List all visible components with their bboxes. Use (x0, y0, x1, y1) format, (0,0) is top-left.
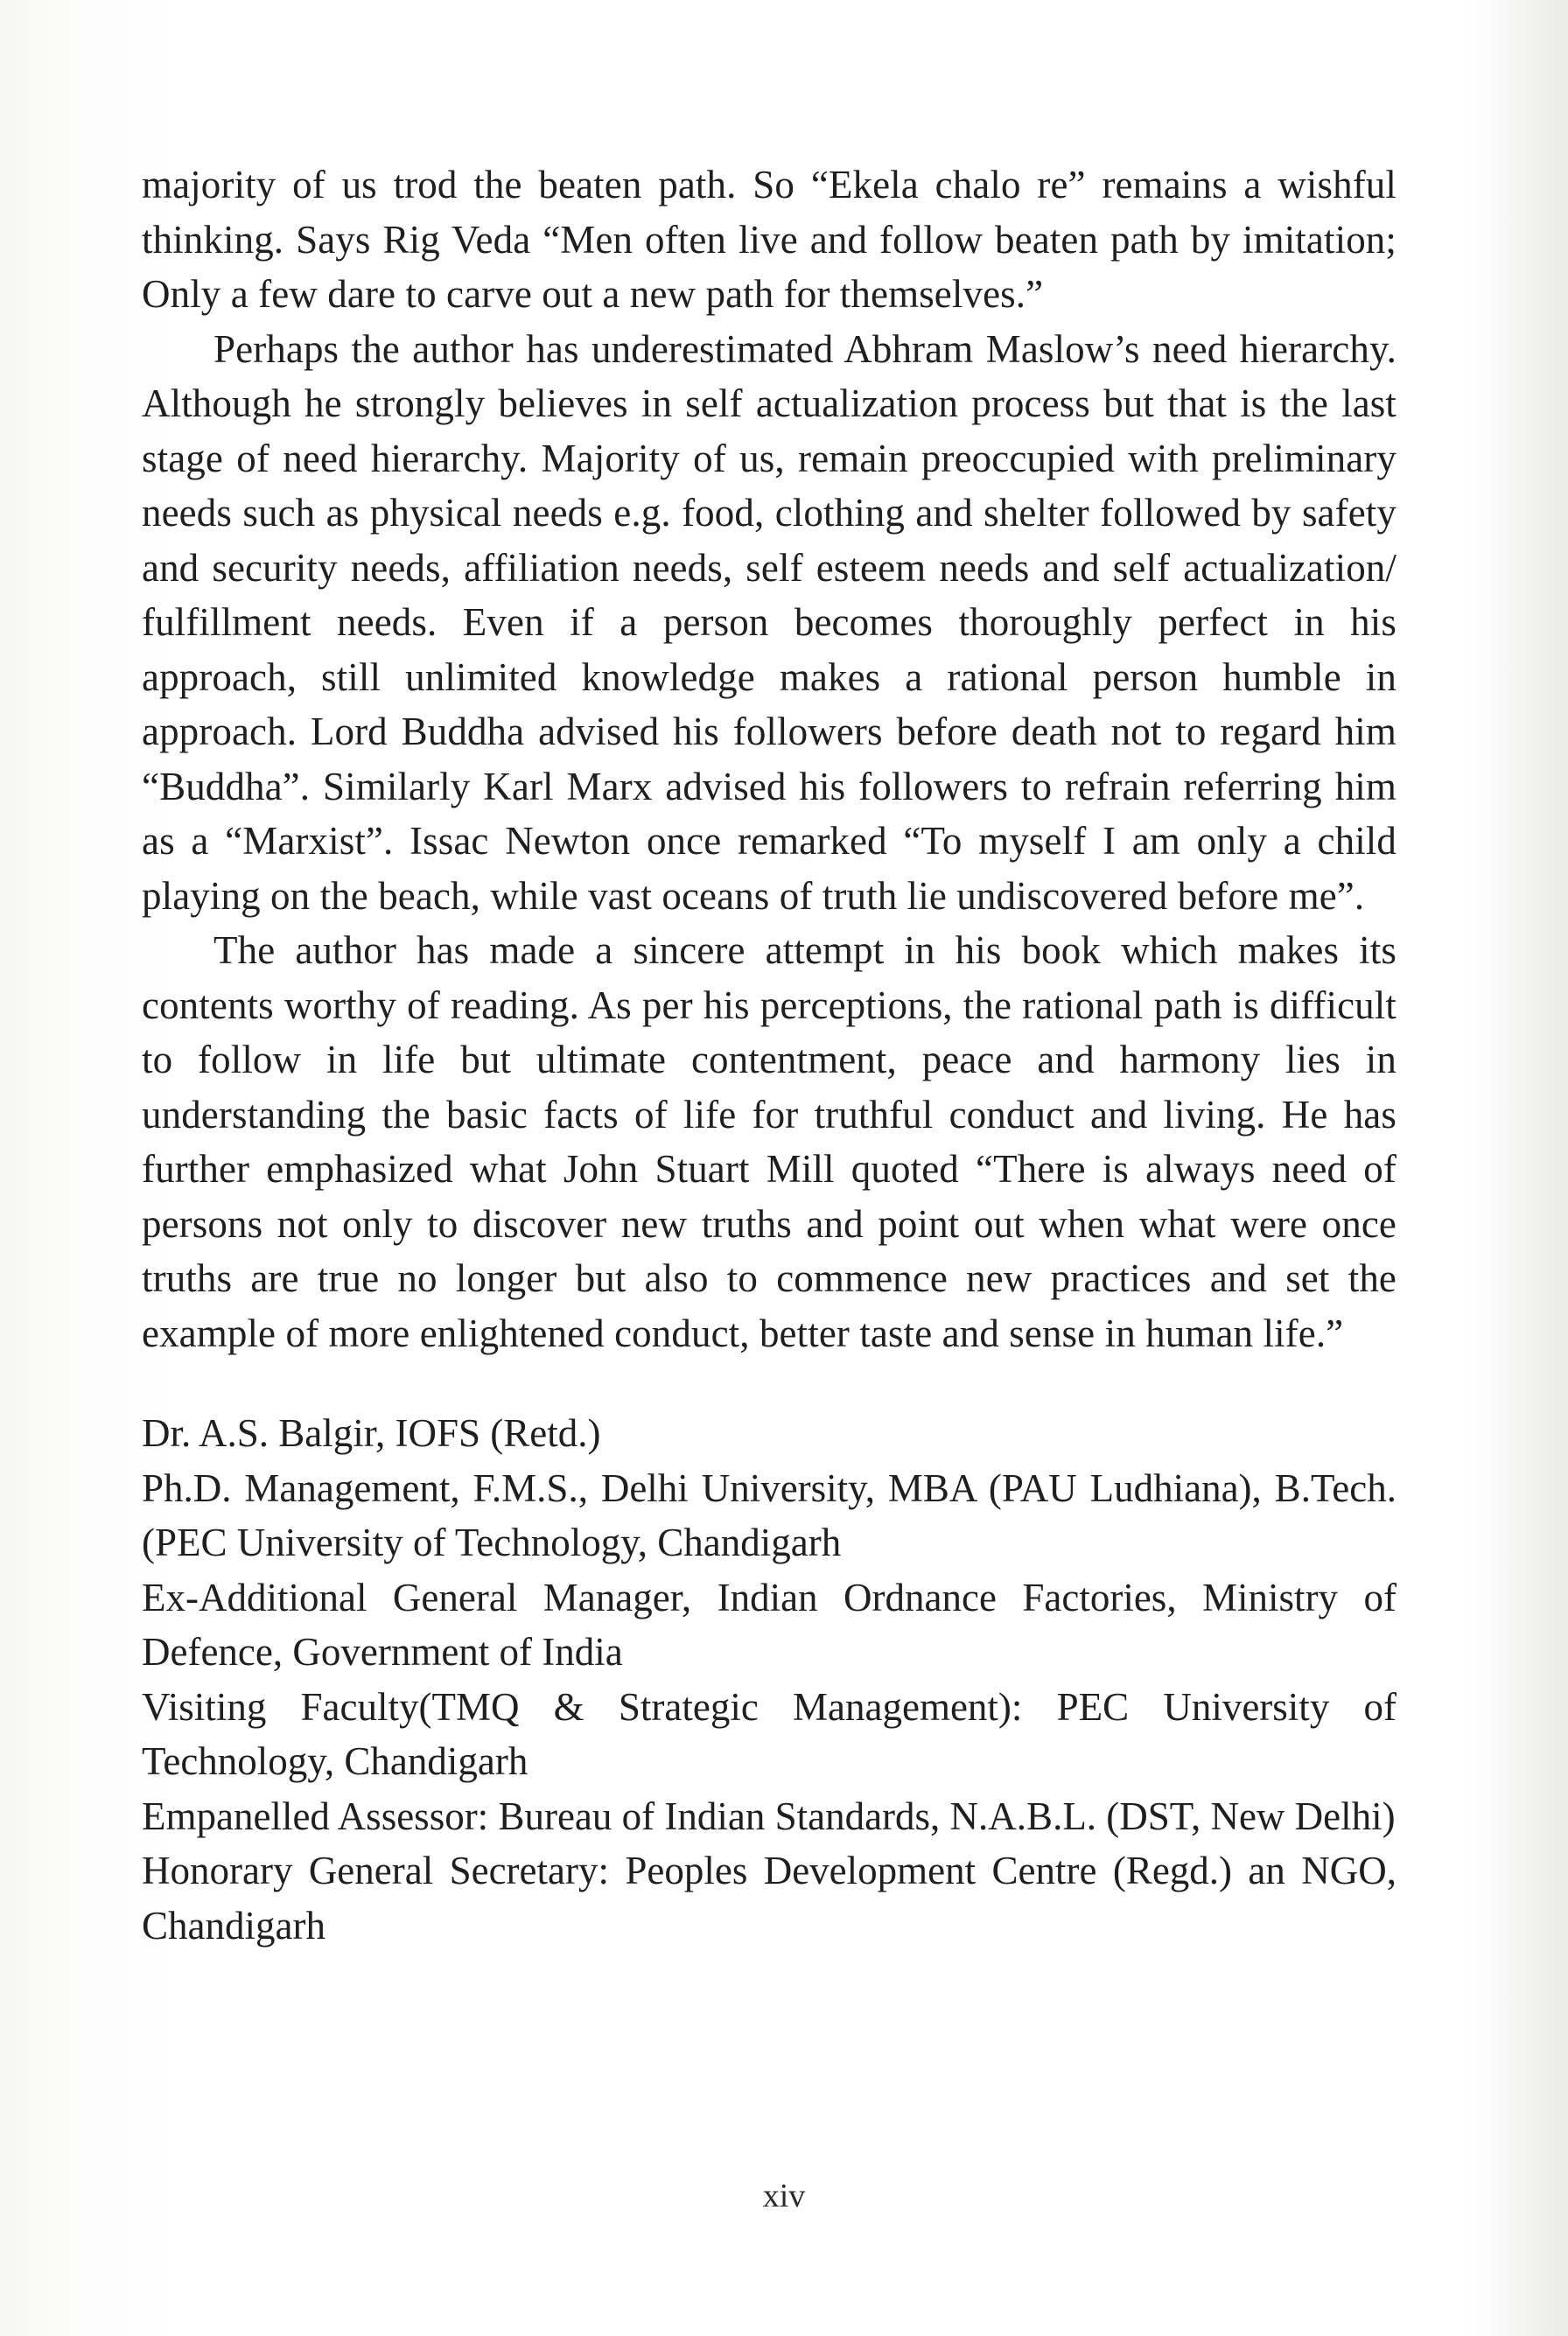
signature-visiting-faculty: Visiting Faculty(TMQ & Strategic Management): PEC University of Technology, Chandigarh (142, 1684, 1396, 1783)
signature-education: Ph.D. Management, F.M.S., Delhi University, MBA (PAU Ludhiana), B.Tech. (PEC University of Technology, Chandigarh (142, 1465, 1396, 1564)
signature-name: Dr. A.S. Balgir, IOFS (Retd.) (142, 1411, 601, 1455)
paragraph: Perhaps the author has underestimated Abhram Maslow’s need hierarchy. Although he strongly believes in self actualization process but that is the last stage of need hierarchy. Majority of us, remain preoccupied with preliminary needs such as physical needs e.g. food, clothing and shelter followed by safety and security needs, affiliation needs, self esteem needs and self actualization/ fulfillment needs. Even if a person becomes thoroughly perfect in his approach, still unlimited knowledge makes a rational person humble in approach. Lord Buddha advised his followers before death not to regard him “Buddha”. Similarly Karl Marx advised his followers to refrain referring him as a “Marxist”. Issac Newton once remarked “To myself I am only a child playing on the beach, while vast oceans of truth lie undiscovered before me”. (142, 326, 1396, 918)
signature-former-role: Ex-Additional General Manager, Indian Ordnance Factories, Ministry of Defence, Government of India (142, 1575, 1396, 1674)
page-edge-shadow (1463, 0, 1568, 2336)
body-text (142, 157, 1396, 1953)
author-signature-block (142, 1406, 1396, 1953)
page-number: xiv (762, 2178, 806, 2214)
paragraph: The author has made a sincere attempt in his book which makes its contents worthy of reading. As per his perceptions, the rational path is difficult to follow in life but ultimate contentment, peace and harmony lies in understanding the basic facts of life for truthful conduct and living. He has further emphasized what John Stuart Mill quoted “There is always need of persons not only to discover new truths and point out when what were once truths are true no longer but also to commence new practices and set the example of more enlightened conduct, better taste and sense in human life.” (142, 928, 1396, 1355)
signature-ngo-role: Honorary General Secretary: Peoples Development Centre (Regd.) an NGO, Chandigarh (142, 1849, 1396, 1948)
signature-assessor: Empanelled Assessor: Bureau of Indian Standards, N.A.B.L. (DST, New Delhi) (142, 1794, 1396, 1838)
paragraph: majority of us trod the beaten path. So “Ekela chalo re” remains a wishful thinking. Says Rig Veda “Men often live and follow beaten path by imitation; Only a few dare to carve out a new path for themselves.” (142, 163, 1396, 316)
